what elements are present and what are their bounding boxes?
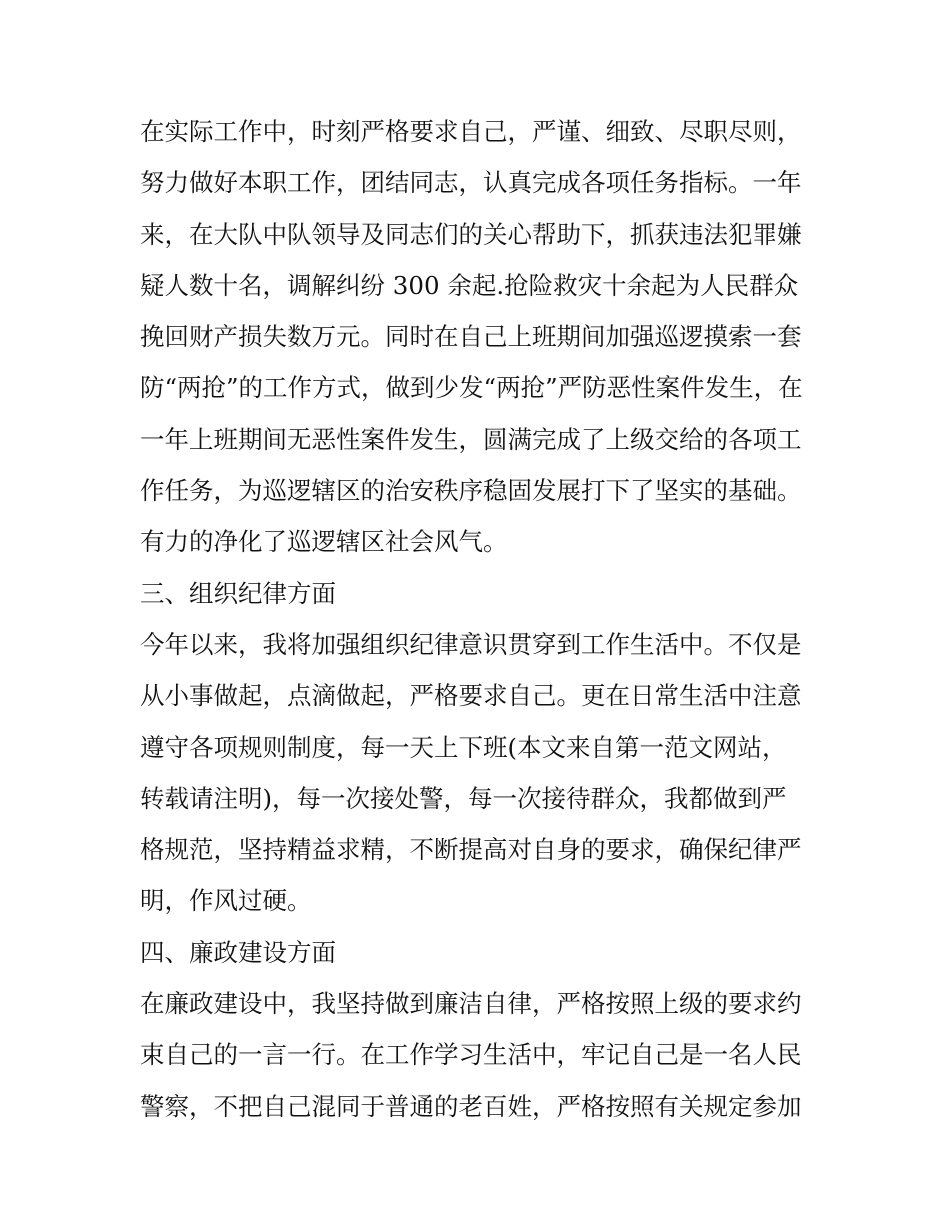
text-line: 今年以来，我将加强组织纪律意识贯穿到工作生活中。不仅是 [140, 629, 802, 659]
text-line: 一年上班期间无恶性案件发生，圆满完成了上级交给的各项工 [140, 424, 802, 454]
text-line: 在廉政建设中，我坚持做到廉洁自律，严格按照上级的要求约 [140, 989, 802, 1019]
text-line: 束自己的一言一行。在工作学习生活中，牢记自己是一名人民 [140, 1040, 802, 1070]
text-line: 有力的净化了巡逻辖区社会风气。 [140, 527, 508, 557]
text-line: 明，作风过硬。 [140, 886, 312, 916]
text-line: 防“两抢”的工作方式，做到少发“两抢”严防恶性案件发生，在 [140, 373, 803, 403]
text-line: 转载请注明)，每一次接处警，每一次接待群众，我都做到严 [140, 783, 787, 813]
text-line: 疑人数十名，调解纠纷 300 余起.抢险救灾十余起为人民群众 [140, 270, 799, 300]
text-line: 作任务，为巡逻辖区的治安秩序稳固发展打下了坚实的基础。 [140, 476, 802, 506]
text-line: 挽回财产损失数万元。同时在自己上班期间加强巡逻摸索一套 [140, 322, 802, 352]
text-line: 来，在大队中队领导及同志们的关心帮助下，抓获违法犯罪嫌 [140, 219, 802, 249]
text-line: 遵守各项规则制度，每一天上下班(本文来自第一范文网站， [140, 732, 787, 762]
text-line: 格规范，坚持精益求精，不断提高对自身的要求，确保纪律严 [140, 835, 802, 865]
text-line: 从小事做起，点滴做起，严格要求自己。更在日常生活中注意 [140, 681, 802, 711]
section-heading-integrity-building: 四、廉政建设方面 [140, 937, 336, 967]
body-text [140, 106, 820, 1132]
text-line: 努力做好本职工作，团结同志，认真完成各项任务指标。一年 [140, 168, 802, 198]
text-line: 在实际工作中，时刻严格要求自己，严谨、细致、尽职尽则， [140, 117, 802, 146]
section-heading-organizational-discipline: 三、组织纪律方面 [140, 578, 336, 608]
text-line: 警察，不把自己混同于普通的老百姓，严格按照有关规定参加 [140, 1091, 802, 1121]
